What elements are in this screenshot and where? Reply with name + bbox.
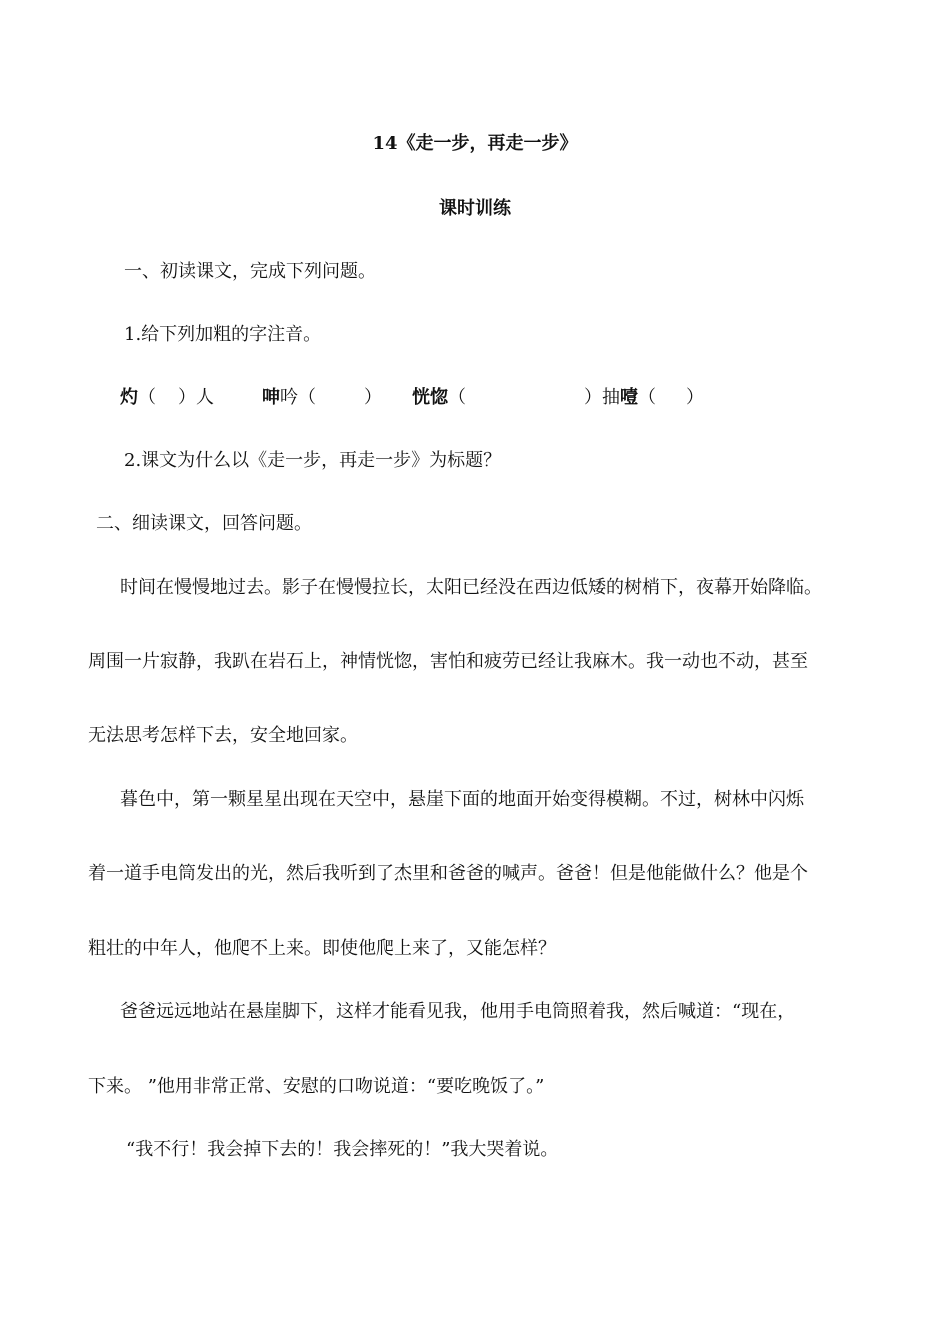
paragraph-3-line-2: 下来。 ”他用非常正常、安慰的口吻说道：“要吃晚饭了。”	[88, 1076, 545, 1097]
bold-char-ye: 噎	[620, 387, 638, 408]
blank-close-4: ）	[686, 387, 704, 408]
document-title: 14《走一步，再走一步》	[372, 133, 578, 154]
blank-close-2: ）	[364, 387, 382, 408]
blank-open-4: （	[638, 387, 656, 408]
paragraph-3-line-1: 爸爸远远地站在悬崖脚下，这样才能看见我，他用手电筒照着我，然后喊道：“现在，	[120, 1001, 796, 1022]
pinyin-exercise	[120, 386, 704, 410]
question-1: 1.给下列加粗的字注音。	[124, 324, 322, 345]
section-heading-1: 一、初读课文，完成下列问题。	[124, 261, 376, 282]
paragraph-4: “我不行！我会掉下去的！我会摔死的！”我大哭着说。	[126, 1139, 559, 1160]
blank-close-3: ）抽	[584, 387, 620, 408]
bold-word-huanghu: 恍惚	[412, 387, 448, 408]
blank-close-1: ）人	[178, 387, 214, 408]
bold-char-shen: 呻	[262, 387, 280, 408]
blank-open-3: （	[448, 387, 466, 408]
section-heading-2: 二、细读课文，回答问题。	[96, 513, 312, 534]
paragraph-2-line-2: 着一道手电筒发出的光，然后我听到了杰里和爸爸的喊声。爸爸！但是他能做什么？他是个	[88, 863, 808, 884]
paragraph-1-line-1: 时间在慢慢地过去。影子在慢慢拉长，太阳已经没在西边低矮的树梢下，夜幕开始降临。	[120, 577, 822, 598]
paragraph-2-line-3: 粗壮的中年人，他爬不上来。即使他爬上来了，又能怎样？	[88, 938, 556, 959]
paragraph-1-line-2: 周围一片寂静，我趴在岩石上，神情恍惚，害怕和疲劳已经让我麻木。我一动也不动，甚至	[88, 651, 808, 672]
question-2: 2.课文为什么以《走一步，再走一步》为标题？	[124, 450, 502, 471]
paragraph-1-line-3: 无法思考怎样下去，安全地回家。	[88, 725, 358, 746]
blank-open-2: 吟（	[280, 387, 316, 408]
blank-open-1: （	[138, 387, 156, 408]
paragraph-2-line-1: 暮色中，第一颗星星出现在天空中，悬崖下面的地面开始变得模糊。不过，树林中闪烁	[120, 789, 804, 810]
document-subtitle: 课时训练	[439, 198, 511, 219]
bold-char-zhuo: 灼	[120, 387, 138, 408]
